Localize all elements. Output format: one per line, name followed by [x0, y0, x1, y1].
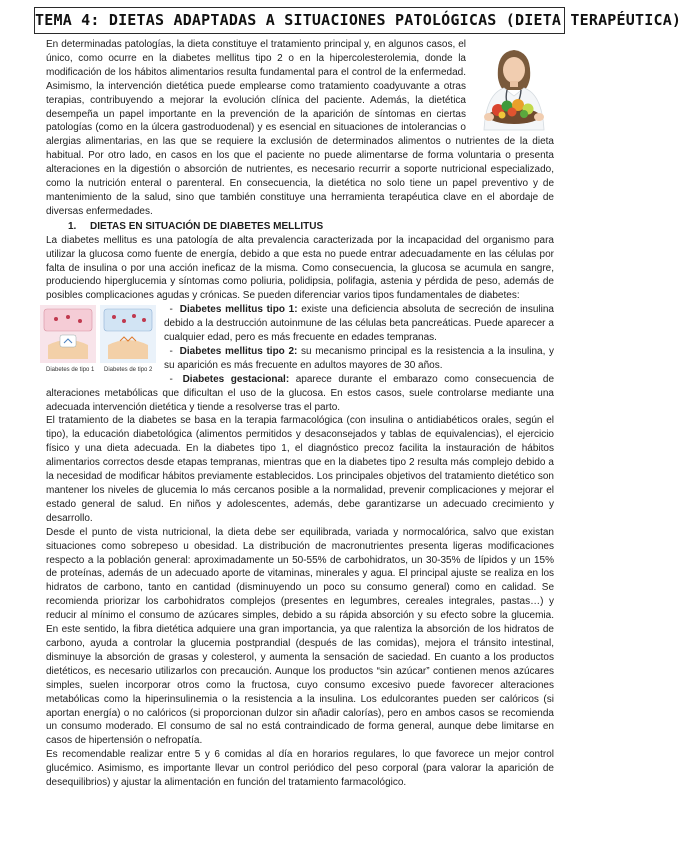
diabetes-types-illustration: [38, 305, 158, 373]
section-number: 1.: [68, 220, 77, 232]
list-item-text: su mecanismo principal es la resistencia a la insulina, y su aparición es más frecuente en adultos mayores de 30 años.: [164, 345, 555, 371]
image-caption-type2: Diabetes de tipo 2: [104, 367, 153, 374]
diabetes-definition-paragraph: La diabetes mellitus es una patología de alta prevalencia caracterizada por la incapacidad del organismo para utilizar la glucosa como fuente de energía, debido a que esta no puede entrar adecuadamente en las células por falta de insulina o por una acción ineficaz de la misma. Como consecuencia, la glucosa se acumula en sangre, produciendo hiperglucemia y síntomas como poliuria, polidipsia, polifagia, astenia y pérdida de peso, además de posibles complicaciones agudas y crónicas. Se pueden diferenciar varios tipos fundamentales de diabetes:: [46, 234, 554, 302]
list-item-text: aparece durante el embarazo como consecuencia de alteraciones metabólicas que dificultan el uso de la glucosa. En estos casos, suele controlarse mediante una adecuada intervención dietética y tiende a resolverse tras el parto.: [46, 373, 555, 413]
intro-paragraph: En determinadas patologías, la dieta constituye el tratamiento principal y, en algunos casos, el único, como ocurre en la diabetes mellitus tipo 2 o en la hipercolesterolemia, donde la modificación de los hábitos alimentarios resulta fundamental para el control de la enfermedad. Asimismo, la intervención dietética puede emplearse como tratamiento coadyuvante a otras terapias, contribuyendo a mejorar la evolución clínica del paciente. Además, la dietética desempeña un papel importante en la prevención de la aparición de síntomas en ciertas patologías (como en la úlcera gastroduodenal) y es esencial en situaciones de intolerancias o alergias alimentarias, en las que se requiere la exclusión de determinados alimentos o nutrientes de la dieta habitual. Por otro lado, en casos en los que el paciente no puede alimentarse de forma voluntaria o presenta alteraciones en la digestión o absorción de nutrientes, es necesario recurrir a soporte nutricional especializado, como la nutrición enteral o parenteral. En consecuencia, la dietética no solo tiene un papel preventivo y de mantenimiento de la salud, sino que también constituye una herramienta terapéutica clave en el abordaje de diversas enfermedades.: [46, 39, 554, 217]
list-item-term: Diabetes mellitus tipo 2:: [179, 345, 298, 357]
page-title: TEMA 4: DIETAS ADAPTADAS A SITUACIONES PATOLÓGICAS (DIETA TERAPÉUTICA): [34, 7, 565, 34]
list-item: - Diabetes mellitus tipo 2: su mecanismo principal es la resistencia a la insulina, y su aparición es más frecuente en adultos mayores de 30 años.: [164, 345, 555, 371]
list-item: - Diabetes mellitus tipo 1: existe una deficiencia absoluta de secreción de insulina debido a la destrucción autoinmune de las células beta pancreáticas. Puede aparecer a cualquier edad, pero es más frecuente en edades tempranas.: [164, 304, 554, 344]
doctor-with-vegetables-illustration: [474, 44, 554, 130]
nutrition-paragraph: Desde el punto de vista nutricional, la dieta debe ser equilibrada, variada y normocalórica, salvo que existan situaciones como sobrepeso u obesidad. La distribución de macronutrientes presenta ligeras modificaciones respecto a la población general: aproximadamente un 50-55% de carbohidratos, un 30-35% de lípidos y un 15% de proteínas, además de un adecuado aporte de vitaminas, minerales y agua. El principal ajuste se realiza en los hidratos de carbono, tanto en cantidad (disminuyendo un poco su consumo general) como en calidad. Se recomienda priorizar los carbohidratos complejos (presentes en legumbres, cereales integrales, pastas…) y reducir al mínimo el consumo de azúcares simples, debido a su rápida absorción y su efecto sobre la glucemia. En este sentido, la fibra dietética adquiere una gran importancia, ya que ralentiza la absorción de los hidratos de carbono, ayuda a controlar la glucemia postprandial (después de las comidas), mejora el tránsito intestinal, disminuye la absorción de grasas y colesterol, y aumenta la sensación de saciedad. En cuanto a los productos dietéticos, es necesario utilizarlos con precaución. Aunque los productos “sin azúcar” contienen menos azúcares simples, suelen incorporar otros como la fructosa, cuyo consumo excesivo puede favorecer alteraciones metabólicas como la hiperinsulinemia o la resistencia a la insulina. Los edulcorantes pueden ser calóricos (si aportan energía) o no calóricos (si proporcionan dulzor sin añadir calorías), pero en ambos casos se recomienda un consumo moderado. El consumo de sal no está contraindicado de forma general, aunque debe limitarse en casos de hipertensión o nefropatía.: [46, 526, 554, 747]
section-heading-diabetes: [46, 220, 554, 234]
image-caption-type1: Diabetes de tipo 1: [46, 367, 95, 374]
list-item-text: existe una deficiencia absoluta de secreción de insulina debido a la destrucción autoinmune de las células beta pancreáticas. Puede aparecer a cualquier edad, pero es más frecuente en edades tempranas.: [164, 304, 554, 344]
document-body: [46, 38, 554, 790]
list-item-term: Diabetes mellitus tipo 1:: [179, 304, 298, 316]
list-item-term: Diabetes gestacional:: [182, 373, 290, 385]
list-item: - Diabetes gestacional: aparece durante el embarazo como consecuencia de alteraciones metabólicas que dificultan el uso de la glucosa. En estos casos, suele controlarse mediante una adecuada intervención dietética y tiende a resolverse tras el parto.: [46, 373, 555, 413]
treatment-paragraph: El tratamiento de la diabetes se basa en la terapia farmacológica (con insulina o antidiabéticos orales, según el tipo), la educación diabetológica (alimentos permitidos y desaconsejados y tablas de equivalencias), el ejercicio físico y una dieta adecuada. En la diabetes tipo 1, el diagnóstico precoz facilita la instauración de hábitos alimentarios correctos desde etapas tempranas, mientras que en la diabetes tipo 2 resulta más complejo debido a la necesidad de modificar hábitos previamente establecidos. Los principales objetivos del tratamiento dietético son mantener los niveles de glucemia lo más cercanos posible a la normalidad, prevenir complicaciones y mejorar el estado general de salud. En niños y adolescentes, además, debe garantizarse un adecuado crecimiento y desarrollo.: [46, 415, 554, 524]
meals-paragraph: Es recomendable realizar entre 5 y 6 comidas al día en horarios regulares, lo que favorece un mejor control glucémico. Asimismo, es importante llevar un control periódico del peso corporal (para valorar la aparición de desequilibrios) y ajustar la alimentación en función del tratamiento farmacológico.: [46, 749, 554, 789]
section-heading-text: DIETAS EN SITUACIÓN DE DIABETES MELLITUS: [90, 220, 324, 232]
